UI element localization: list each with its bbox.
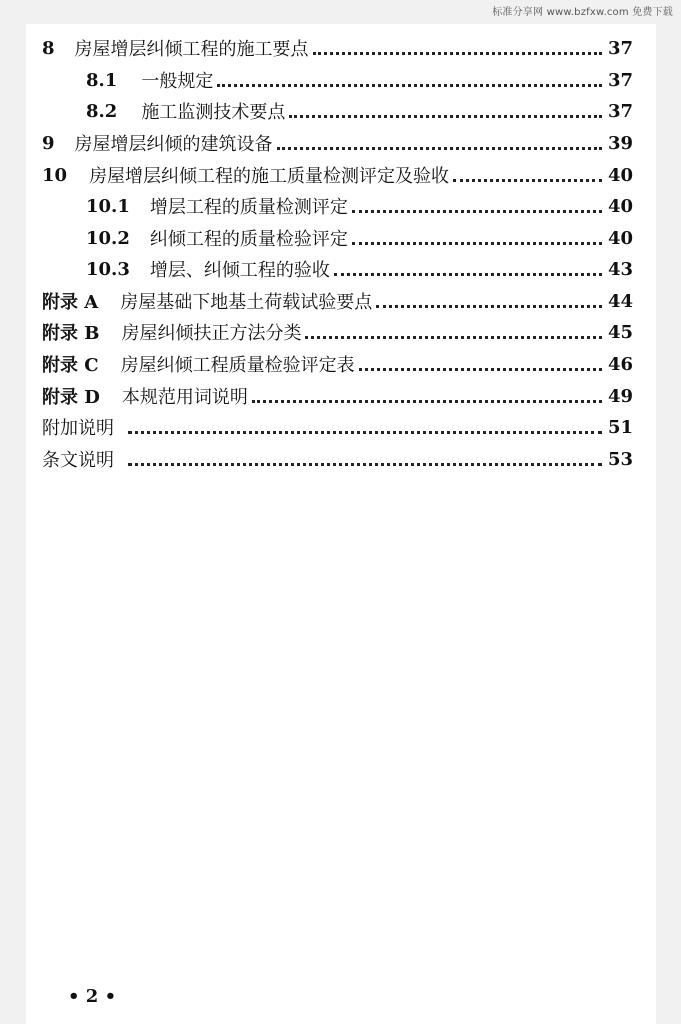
toc-entry-title: 房屋增层纠倾的建筑设备 [74,134,273,155]
toc-entry-page: 45 [607,321,633,343]
toc-entry[interactable] [42,287,633,315]
toc-entry-number: 附录 D [42,387,100,408]
toc-entry[interactable] [86,224,633,252]
toc-entry-title: 房屋增层纠倾工程的施工质量检测评定及验收 [89,166,450,187]
toc-entry-page: 46 [607,353,633,375]
leader-dots [313,50,602,55]
toc-entry[interactable] [42,34,633,62]
toc-entry[interactable] [86,97,633,125]
toc-entry[interactable] [42,413,633,441]
toc-entry-number: 10 [42,164,68,186]
toc-entry[interactable] [42,129,633,157]
toc-entry-number: 10.1 [86,195,130,217]
toc-entry[interactable] [42,161,633,189]
toc-entry-title: 纠倾工程的质量检验评定 [149,229,348,250]
leader-dots [352,240,602,245]
toc-entry[interactable] [86,66,633,94]
toc-entry[interactable] [42,350,633,378]
toc-entry-page: 53 [607,448,633,470]
toc-entry-number: 10.2 [86,227,130,249]
toc-entry-title: 一般规定 [141,71,214,92]
leader-dots [453,177,602,182]
leader-dots [334,271,602,276]
toc-entry-page: 43 [607,258,633,280]
toc-entry-number: 8.1 [86,69,118,91]
toc-entry-number: 附录 A [42,292,99,313]
leader-dots [277,145,602,150]
page-number-footer: • 2 • [68,986,117,1007]
toc-entry[interactable] [42,445,633,473]
watermark: 标准分享网 www.bzfxw.com 免费下载 [492,7,673,18]
toc-entry[interactable] [86,255,633,283]
toc-entry-page: 49 [607,385,633,407]
toc-entry-title: 房屋纠倾工程质量检验评定表 [120,355,355,376]
toc-entry-title: 房屋基础下地基土荷载试验要点 [120,292,373,313]
toc-entry-page: 51 [607,416,633,438]
toc-entry-title: 房屋纠倾扶正方法分类 [121,323,302,344]
leader-dots [217,82,602,87]
toc-entry-number: 附录 C [42,355,99,376]
leader-dots [305,334,601,339]
toc-entry-number: 8 [42,37,55,59]
leader-dots [289,113,602,118]
toc-entry-title: 本规范用词说明 [121,387,248,408]
toc-entry-page: 40 [607,227,633,249]
toc-entry-title: 增层、纠倾工程的验收 [149,260,330,281]
leader-dots [128,429,602,434]
toc-entry-number: 附加说明 [42,418,114,439]
toc-entry-title: 房屋增层纠倾工程的施工要点 [74,39,309,60]
toc-entry-page: 40 [607,164,633,186]
toc-entry-page: 44 [607,290,633,312]
toc-entry-number: 附录 B [42,323,100,344]
toc-entry-title: 增层工程的质量检测评定 [149,197,348,218]
toc-entry-page: 39 [607,132,633,154]
leader-dots [376,303,602,308]
leader-dots [252,398,602,403]
toc-entry-title: 施工监测技术要点 [141,102,286,123]
toc-entry-page: 37 [607,69,633,91]
toc-entry[interactable] [42,382,633,410]
toc-entry-number: 条文说明 [42,450,114,471]
toc-entry[interactable] [42,318,633,346]
leader-dots [359,366,602,371]
toc-entry[interactable] [86,192,633,220]
leader-dots [352,208,602,213]
toc-entry-number: 9 [42,132,55,154]
toc-entry-page: 37 [607,100,633,122]
toc-entry-page: 40 [607,195,633,217]
leader-dots [128,461,602,466]
toc-entry-number: 8.2 [86,100,118,122]
toc-entry-number: 10.3 [86,258,130,280]
toc-entry-page: 37 [607,37,633,59]
